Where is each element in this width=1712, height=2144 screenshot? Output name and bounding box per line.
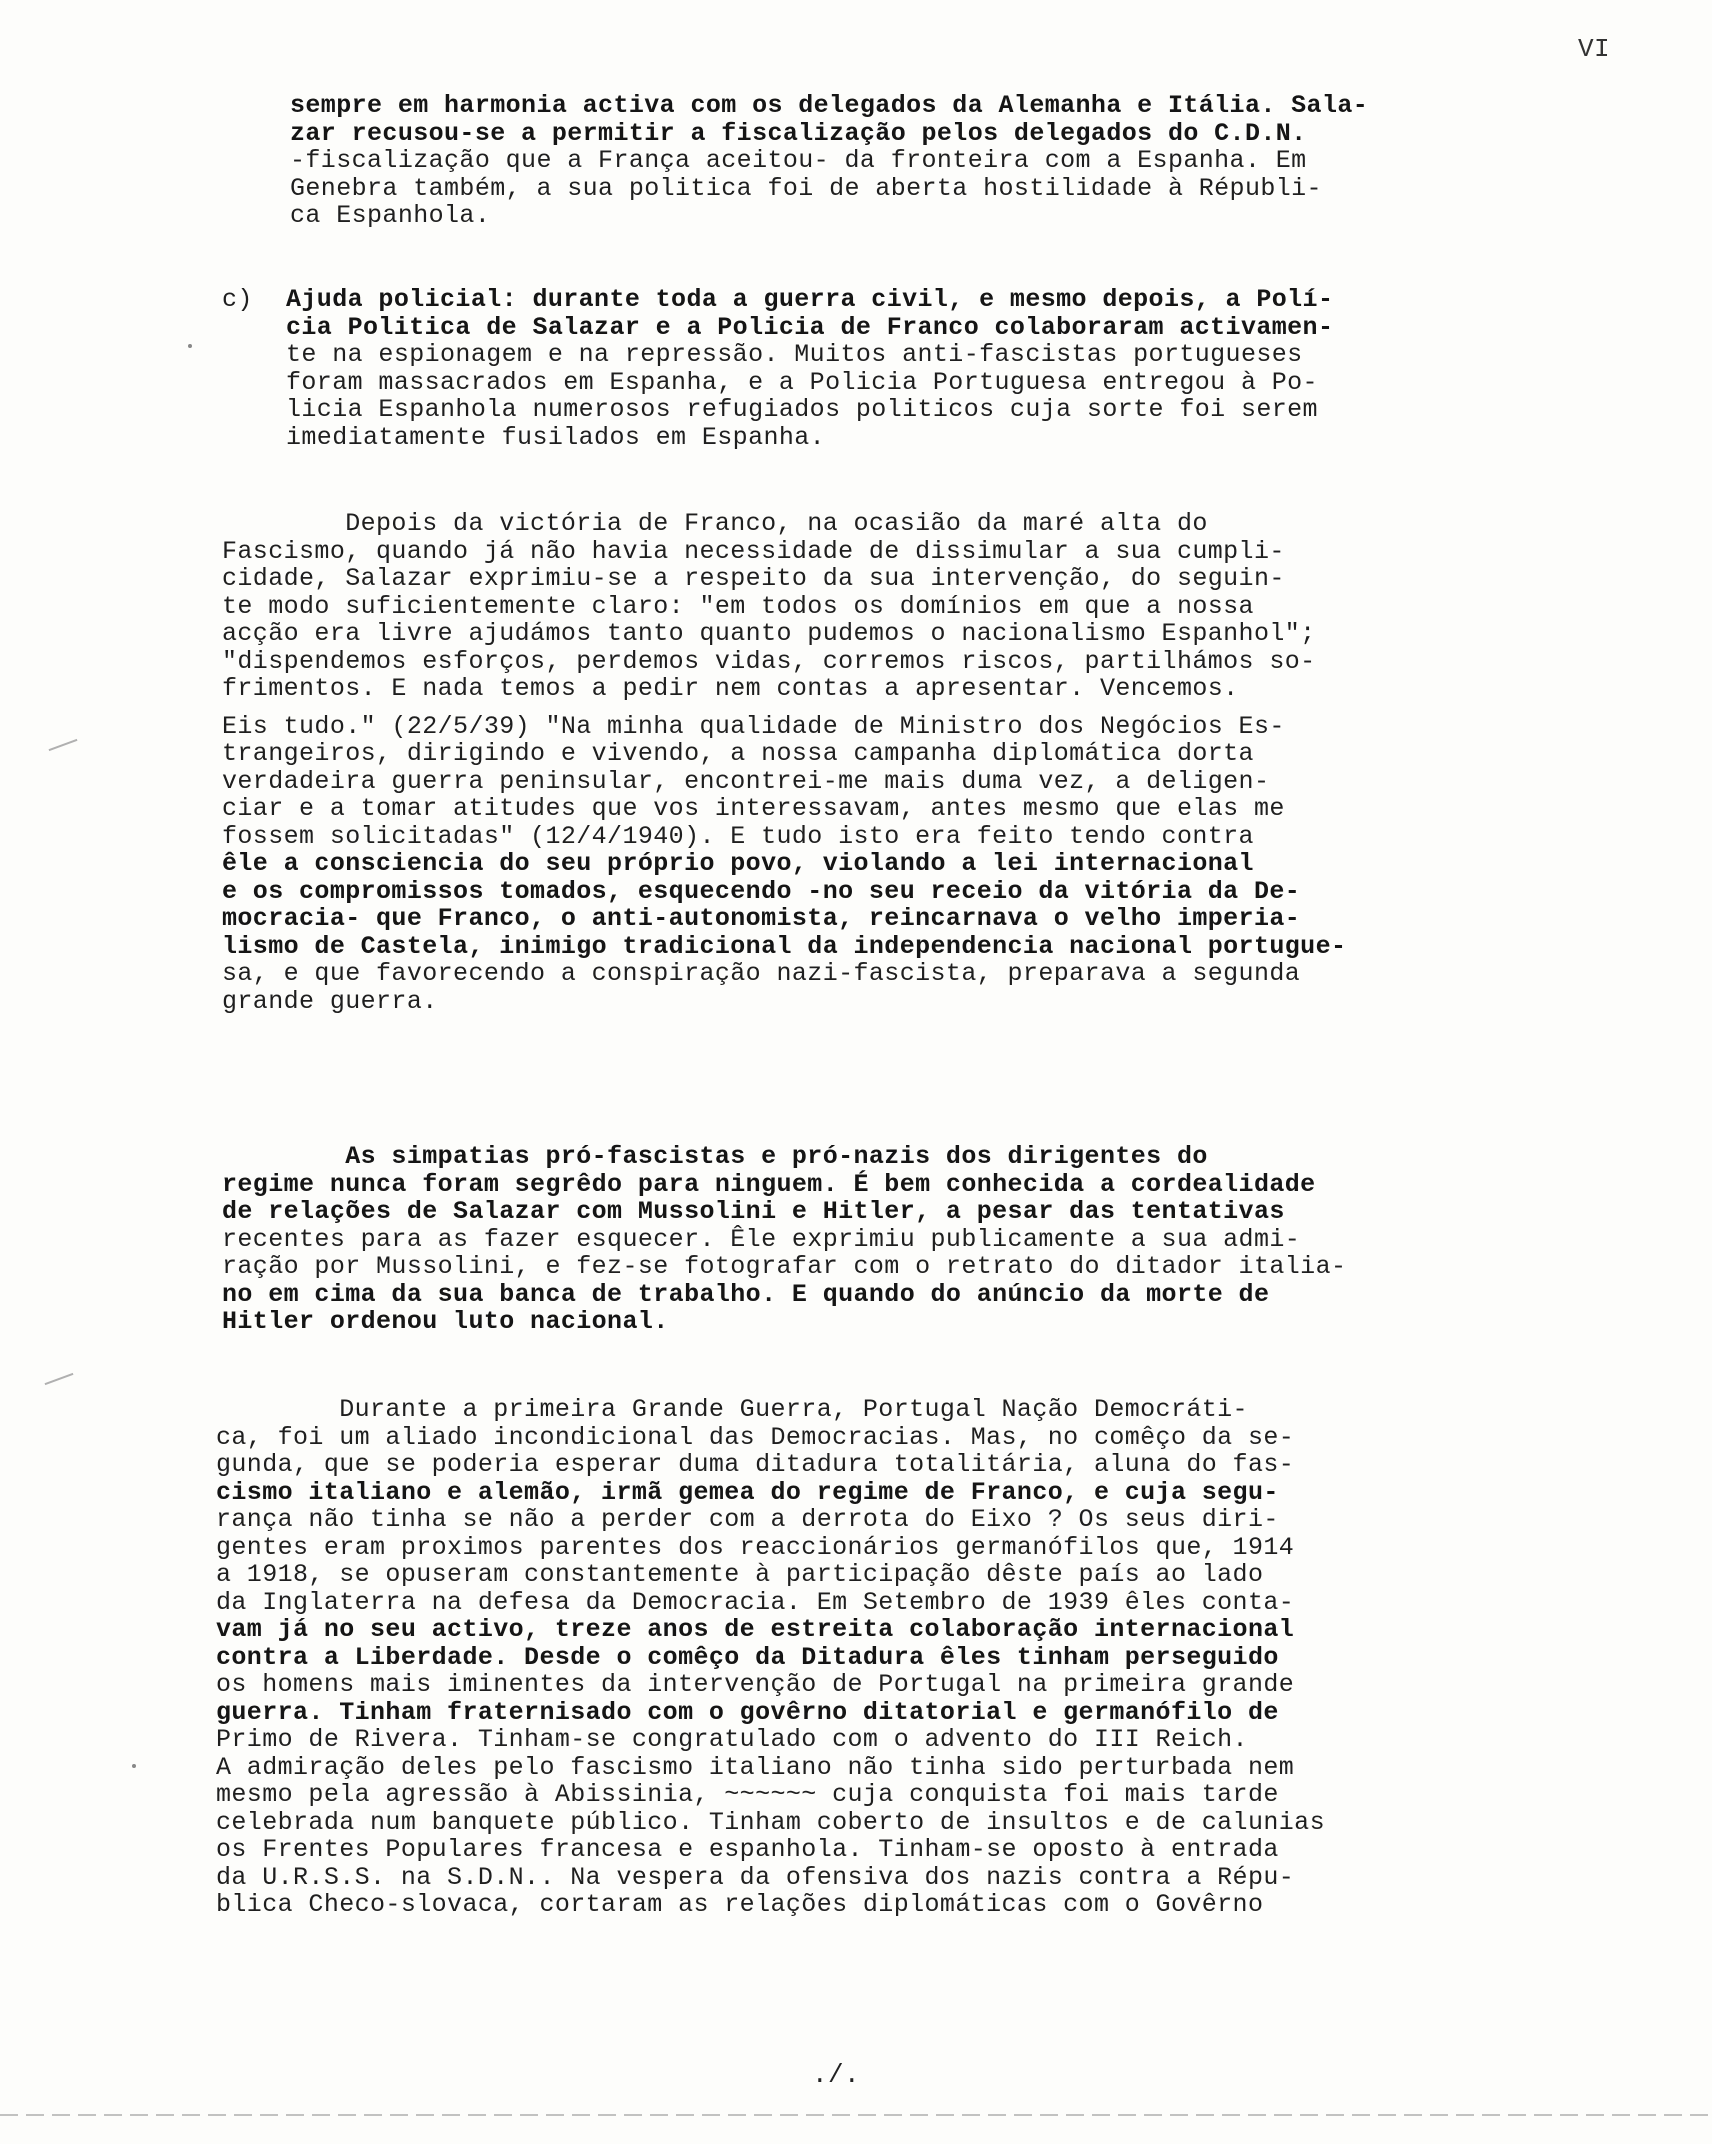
text-line: mocracia- que Franco, o anti-autonomista, reincarnava o velho imperia-: [222, 904, 1301, 933]
text-line: lismo de Castela, inimigo tradicional da independencia nacional portugue-: [222, 931, 1347, 961]
text-line: êle a consciencia do seu próprio povo, violando a lei internacional: [222, 849, 1254, 878]
text-line: foram massacrados em Espanha, e a Policia Portuguesa entregou à Po-: [286, 367, 1318, 397]
text-line: As simpatias pró-fascistas e pró-nazis dos dirigentes do: [222, 1142, 1208, 1171]
text-line: guerra. Tinham fraternisado com o govêrno ditatorial e germanófilo de: [216, 1697, 1279, 1727]
text-line: mesmo pela agressão à Abissinia, ~~~~~~ cuja conquista foi mais tarde: [216, 1780, 1279, 1809]
paragraph-4: [222, 1143, 1622, 1336]
text-line: A admiração deles pelo fascismo italiano não tinha sido perturbada nem: [216, 1752, 1295, 1782]
text-line: cismo italiano e alemão, irmã gemea do regime de Franco, e cuja segu-: [216, 1477, 1279, 1507]
text-line: Fascismo, quando já não havia necessidade de dissimular a sua cumpli-: [222, 536, 1285, 566]
text-line: da U.R.S.S. na S.D.N.. Na vespera da ofensiva dos nazis contra a Répu-: [216, 1862, 1295, 1892]
text-line: de relações de Salazar com Mussolini e Hitler, a pesar das tentativas: [222, 1197, 1285, 1226]
paragraph-2-body: [286, 286, 1622, 451]
text-line: sa, e que favorecendo a conspiração nazi-fascista, preparava a segunda: [222, 959, 1301, 988]
text-line: os Frentes Populares francesa e espanhola. Tinham-se oposto à entrada: [216, 1835, 1279, 1864]
text-line: gunda, que se poderia esperar duma ditadura totalitária, aluna do fas-: [216, 1450, 1295, 1479]
text-line: Eis tudo." (22/5/39) "Na minha qualidade de Ministro dos Negócios Es-: [222, 711, 1285, 741]
text-line: trangeiros, dirigindo e vivendo, a nossa campanha diplomática dorta: [222, 739, 1254, 768]
margin-dot: [132, 1764, 136, 1768]
text-line: ração por Mussolini, e fez-se fotografar com o retrato do ditador italia-: [222, 1252, 1347, 1281]
text-line: Primo de Rivera. Tinham-se congratulado com o advento do III Reich.: [216, 1725, 1248, 1754]
scan-edge: [0, 2114, 1712, 2116]
text-line: sempre em harmonia activa com os delegados da Alemanha e Itália. Sala-: [290, 91, 1369, 120]
paragraph-2: [222, 286, 1622, 451]
text-line: zar recusou-se a permitir a fiscalização pelos delegados do C.D.N.: [290, 118, 1307, 148]
text-line: "dispendemos esforços, perdemos vidas, corremos riscos, partilhámos so-: [222, 646, 1316, 676]
page-number: VI: [1577, 34, 1610, 64]
text-line: te na espionagem e na repressão. Muitos anti-fascistas portugueses: [286, 340, 1303, 369]
text-line: licia Espanhola numerosos refugiados politicos cuja sorte foi serem: [286, 395, 1318, 424]
text-line: os homens mais iminentes da intervenção de Portugal na primeira grande: [216, 1670, 1295, 1699]
paragraph-5: [216, 1396, 1626, 1919]
text-line: ca, foi um aliado incondicional das Democracias. Mas, no comêço da se-: [216, 1422, 1295, 1452]
text-line: Durante a primeira Grande Guerra, Portugal Nação Democráti-: [216, 1395, 1248, 1424]
text-line: cia Politica de Salazar e a Policia de Franco colaboraram activamen-: [286, 312, 1334, 342]
text-line: blica Checo-slovaca, cortaram as relações diplomáticas com o Govêrno: [216, 1890, 1264, 1919]
list-label: c): [222, 285, 253, 314]
text-line: te modo suficientemente claro: "em todos os domínios em que a nossa: [222, 591, 1254, 621]
margin-dot: [188, 344, 192, 348]
text-line: celebrada num banquete público. Tinham coberto de insultos e de calunias: [216, 1807, 1325, 1837]
paragraph-1: [290, 92, 1620, 230]
text-line: grande guerra.: [222, 986, 438, 1016]
text-line: no em cima da sua banca de trabalho. E quando do anúncio da morte de: [222, 1279, 1270, 1309]
text-line: acção era livre ajudámos tanto quanto pudemos o nacionalismo Espanhol";: [222, 619, 1316, 648]
text-line: verdadeira guerra peninsular, encontrei-me mais duma vez, a deligen-: [222, 766, 1270, 796]
text-line: regime nunca foram segrêdo para ninguem. É bem conhecida a cordealidade: [222, 1169, 1316, 1199]
text-line: fossem solicitadas" (12/4/1940). E tudo isto era feito tendo contra: [222, 821, 1254, 851]
text-line: ca Espanhola.: [290, 201, 491, 230]
margin-scratch: [45, 1373, 74, 1385]
text-line: recentes para as fazer esquecer. Êle exprimiu publicamente a sua admi-: [222, 1224, 1301, 1254]
text-line: ciar e a tomar atitudes que vos interessavam, antes mesmo que elas me: [222, 794, 1285, 823]
text-line: rança não tinha se não a perder com a derrota do Eixo ? Os seus diri-: [216, 1505, 1279, 1534]
text-line: a 1918, se opuseram constantemente à participação dêste país ao lado: [216, 1560, 1264, 1589]
text-line: vam já no seu activo, treze anos de estreita colaboração internacional: [216, 1615, 1295, 1644]
paragraph-3: [222, 510, 1632, 1015]
text-line: Hitler ordenou luto nacional.: [222, 1307, 669, 1336]
text-line: da Inglaterra na defesa da Democracia. Em Setembro de 1939 êles conta-: [216, 1587, 1295, 1617]
text-line: Genebra também, a sua politica foi de aberta hostilidade à Républi-: [290, 173, 1322, 203]
margin-scratch: [49, 739, 78, 751]
page-continuation-mark: ./.: [812, 2060, 861, 2090]
text-line: imediatamente fusilados em Espanha.: [286, 422, 826, 452]
text-line: frimentos. E nada temos a pedir nem contas a apresentar. Vencemos.: [222, 674, 1239, 703]
text-line: Ajuda policial: durante toda a guerra civil, e mesmo depois, a Polí-: [286, 285, 1334, 314]
text-line: contra a Liberdade. Desde o comêço da Ditadura êles tinham perseguido: [216, 1642, 1279, 1672]
text-line: e os compromissos tomados, esquecendo -no seu receio da vitória da De-: [222, 876, 1301, 906]
text-line: -fiscalização que a França aceitou- da fronteira com a Espanha. Em: [290, 146, 1307, 175]
text-line: cidade, Salazar exprimiu-se a respeito da sua intervenção, do seguin-: [222, 564, 1285, 593]
text-line: Depois da victória de Franco, na ocasião da maré alta do: [222, 509, 1208, 538]
text-line: gentes eram proximos parentes dos reaccionários germanófilos que, 1914: [216, 1532, 1295, 1562]
